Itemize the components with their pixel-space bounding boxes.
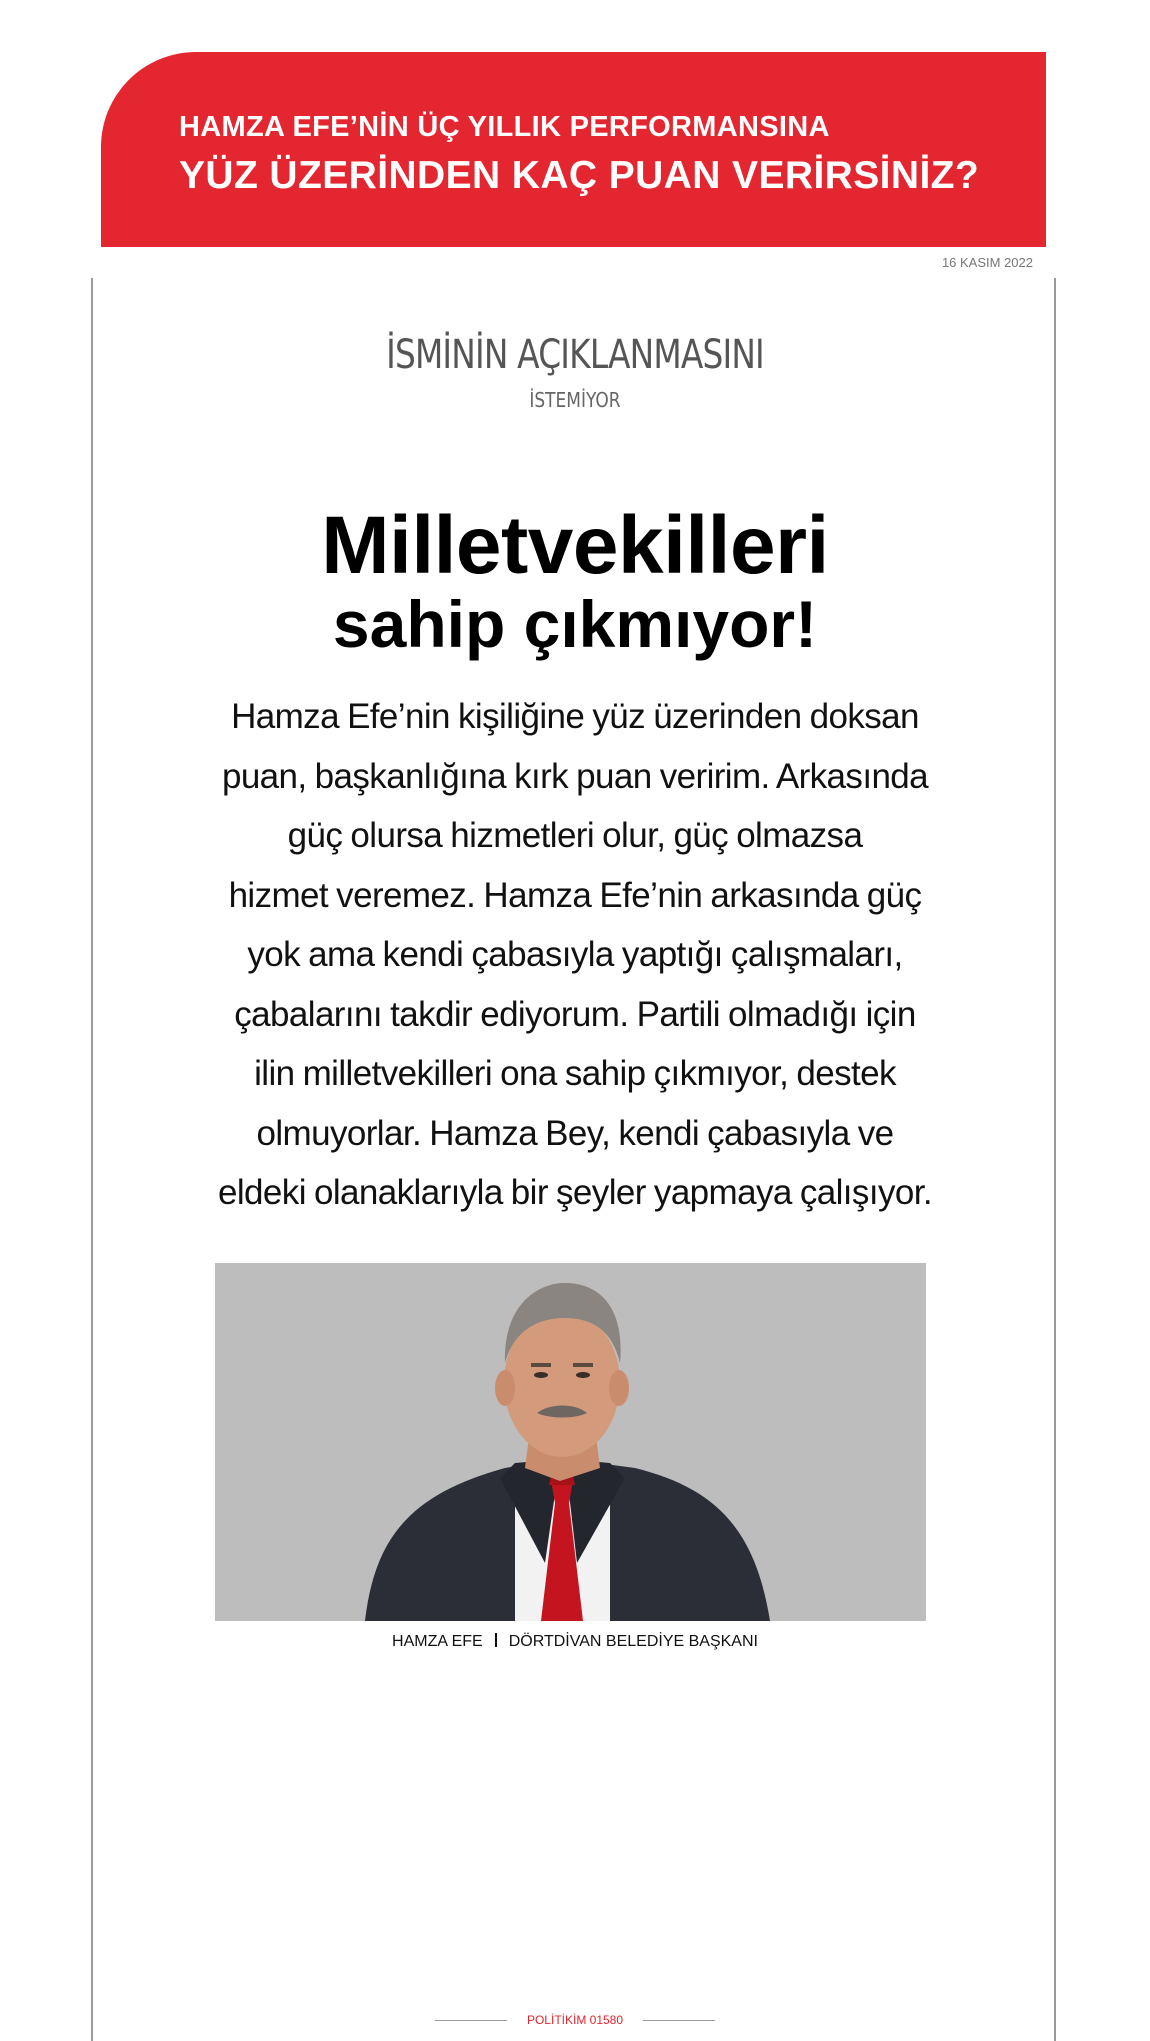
article-body	[205, 687, 945, 1223]
body-line: olmuyorlar. Hamza Bey, kendi çabasıyla ve	[256, 1113, 894, 1153]
footer-label: POLİTİKİM 01580	[526, 2013, 624, 2027]
article-headline-line1: Milletvekilleri	[321, 500, 829, 591]
page-footer	[0, 2013, 1150, 2027]
body-line: hizmet veremez. Hamza Efe’nin arkasında güç	[228, 875, 922, 915]
body-line: yok ama kendi çabasıyla yaptığı çalışmaları,	[247, 935, 903, 974]
photo-caption	[0, 1633, 1150, 1651]
article-headline-line2: sahip çıkmıyor!	[332, 587, 818, 661]
banner-question-line2: YÜZ ÜZERİNDEN KAÇ PUAN VERİRSİNİZ?	[179, 154, 980, 197]
footer-rule-right	[643, 2020, 715, 2021]
body-line: ilin milletvekilleri ona sahip çıkmıyor, destek	[254, 1054, 896, 1093]
body-line: puan, başkanlığına kırk puan veririm. Arkasında	[221, 756, 929, 796]
headline-banner	[101, 52, 1046, 247]
caption-separator	[495, 1633, 497, 1647]
body-line: güç olursa hizmetleri olur, güç olmazsa	[287, 816, 863, 855]
caption-name: HAMZA EFE	[392, 1633, 483, 1650]
body-line: eldeki olanaklarıyla bir şeyler yapmaya çalışıyor.	[218, 1173, 932, 1212]
body-line: çabalarını takdir ediyorum. Partili olmadığı için	[234, 994, 916, 1034]
respondent-subtitle: İSTEMİYOR	[529, 388, 621, 412]
publish-date: 16 KASIM 2022	[941, 255, 1033, 270]
caption-title: DÖRTDİVAN BELEDİYE BAŞKANI	[508, 1633, 758, 1650]
body-line: Hamza Efe’nin kişiliğine yüz üzerinden doksan	[231, 697, 919, 736]
respondent-name: İSMİNİN AÇIKLANMASINI	[386, 332, 764, 378]
footer-rule-left	[435, 2020, 507, 2021]
portrait-illustration	[215, 1263, 926, 1621]
mayor-portrait-photo	[215, 1263, 926, 1621]
banner-question-line1: HAMZA EFE’NİN ÜÇ YILLIK PERFORMANSINA	[179, 111, 830, 143]
